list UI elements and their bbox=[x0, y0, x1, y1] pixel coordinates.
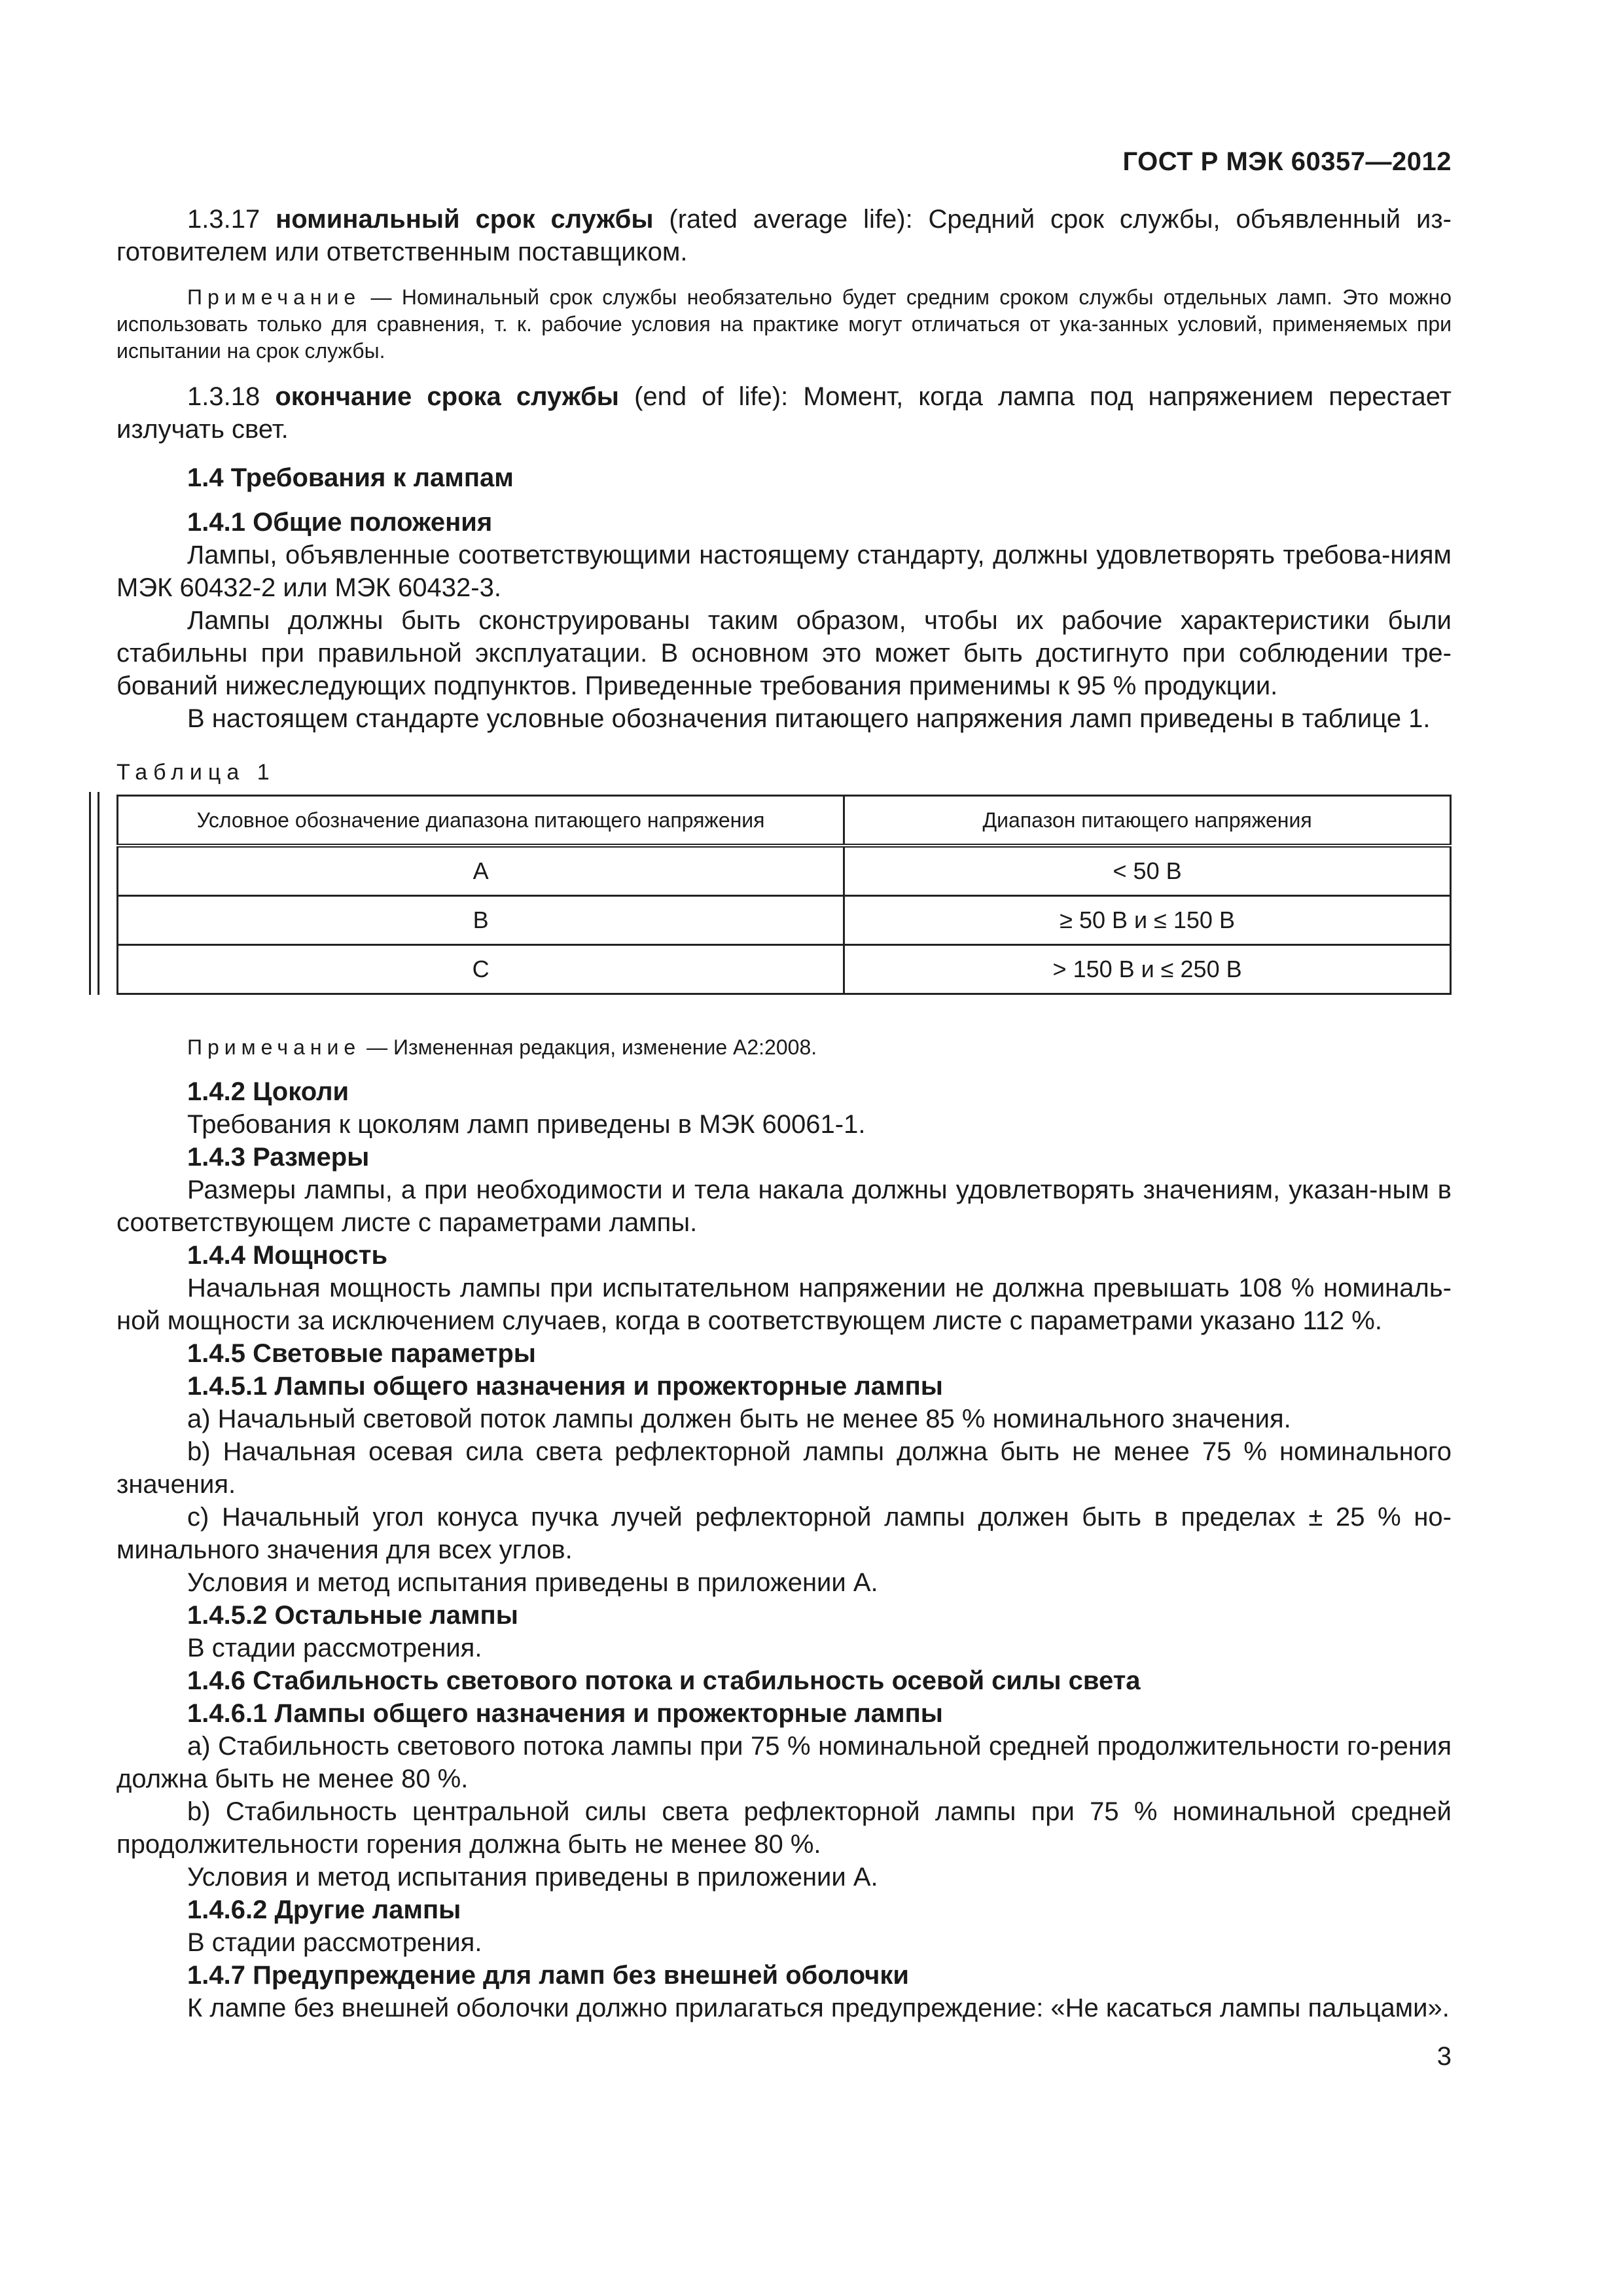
section-heading-1-4-1: 1.4.1 Общие положения bbox=[187, 508, 493, 537]
clause-number: 1.3.17 bbox=[187, 205, 276, 234]
paragraph: Требования к цоколям ламп приведены в МЭК 60061-1. bbox=[187, 1110, 866, 1139]
section-heading-1-4-6-1: 1.4.6.1 Лампы общего назначения и прожекторные лампы bbox=[187, 1699, 943, 1728]
section-heading-1-4-6: 1.4.6 Стабильность светового потока и стабильность осевой силы света bbox=[187, 1666, 1141, 1695]
paragraph: Лампы должны быть сконструированы таким образом, чтобы их рабочие характеристики были стабильны при правильной эксплуатации. В основном это может быть достигнуто при соблюдении тре-бований нижеследующих подпунктов. Приведенные требования применимы к 95 % продукции. bbox=[116, 606, 1452, 700]
table-cell: ≥ 50 В и ≤ 150 В bbox=[844, 896, 1451, 945]
paragraph: Условия и метод испытания приведены в приложении A. bbox=[187, 1568, 878, 1597]
paragraph: В стадии рассмотрения. bbox=[187, 1634, 482, 1662]
paragraph: В настоящем стандарте условные обозначения питающего напряжения ламп приведены в таблице 1. bbox=[187, 704, 1431, 733]
term: номинальный срок службы bbox=[276, 205, 654, 234]
section-heading-1-4-4: 1.4.4 Мощность bbox=[187, 1241, 388, 1270]
note-label: Примечание bbox=[187, 1035, 361, 1059]
revision-bar bbox=[89, 792, 99, 995]
paragraph: Лампы, объявленные соответствующими настоящему стандарту, должны удовлетворять требова-ниям МЭК 60432-2 или МЭК 60432-3. bbox=[116, 541, 1452, 602]
list-item: b) Начальная осевая сила света рефлекторной лампы должна быть не менее 75 % номинального значения. bbox=[116, 1437, 1452, 1499]
table-1 bbox=[116, 795, 1452, 995]
clause-number: 1.3.18 bbox=[187, 382, 276, 411]
table-header-cell: Условное обозначение диапазона питающего напряжения bbox=[118, 796, 844, 846]
definition: (rated average life): Средний срок службы, объявленный из-готовителем или ответственным поставщиком. bbox=[116, 205, 1452, 266]
table-cell: B bbox=[118, 896, 844, 945]
table-cell: C bbox=[118, 945, 844, 994]
table-cell: > 150 В и ≤ 250 В bbox=[844, 945, 1451, 994]
clause-1-3-18 bbox=[116, 380, 1452, 446]
note-text: — Номинальный срок службы необязательно будет средним сроком службы отдельных ламп. Это можно использовать только для сравнения, т. к. рабочие условия на практике могут отличаться от ука-занных условий, применяемых при испытании на срок службы. bbox=[116, 285, 1452, 363]
standard-code-header: ГОСТ Р МЭК 60357—2012 bbox=[1122, 147, 1452, 176]
list-item: b) Стабильность центральной силы света рефлекторной лампы при 75 % номинальной средней продолжительности горения должна быть не менее 80 %. bbox=[116, 1797, 1452, 1859]
table-caption: Таблица 1 bbox=[116, 760, 276, 785]
term: окончание срока службы bbox=[275, 382, 619, 411]
section-heading-1-4-7: 1.4.7 Предупреждение для ламп без внешней оболочки bbox=[187, 1961, 909, 1990]
note-2 bbox=[116, 1034, 1452, 1061]
paragraph: Размеры лампы, а при необходимости и тела накала должны удовлетворять значениям, указан-ным в соответствующем листе с параметрами лампы. bbox=[116, 1175, 1452, 1237]
section-heading-1-4: 1.4 Требования к лампам bbox=[187, 463, 514, 492]
list-item: c) Начальный угол конуса пучка лучей рефлекторной лампы должен быть в пределах ± 25 % но-минального значения для всех углов. bbox=[116, 1503, 1452, 1564]
section-heading-1-4-5-1: 1.4.5.1 Лампы общего назначения и прожекторные лампы bbox=[187, 1372, 943, 1401]
section-heading-1-4-5: 1.4.5 Световые параметры bbox=[187, 1339, 536, 1368]
note-text: — Измененная редакция, изменение A2:2008. bbox=[361, 1035, 817, 1059]
table-row bbox=[118, 896, 1451, 945]
section-heading-1-4-5-2: 1.4.5.2 Остальные лампы bbox=[187, 1601, 518, 1630]
section-heading-1-4-6-2: 1.4.6.2 Другие лампы bbox=[187, 1895, 461, 1924]
page-number: 3 bbox=[1436, 2042, 1452, 2071]
document-body bbox=[116, 203, 1452, 2024]
table-row bbox=[118, 846, 1451, 896]
list-item: a) Стабильность светового потока лампы при 75 % номинальной средней продолжительности го-рения должна быть не менее 80 %. bbox=[116, 1732, 1452, 1793]
table-cell: A bbox=[118, 846, 844, 896]
clause-1-3-17 bbox=[116, 203, 1452, 268]
paragraph: К лампе без внешней оболочки должно прилагаться предупреждение: «Не касаться лампы пальцами». bbox=[187, 1994, 1450, 2022]
paragraph: В стадии рассмотрения. bbox=[187, 1928, 482, 1957]
section-heading-1-4-3: 1.4.3 Размеры bbox=[187, 1143, 370, 1172]
table-header-cell: Диапазон питающего напряжения bbox=[844, 796, 1451, 846]
table-cell: < 50 В bbox=[844, 846, 1451, 896]
section-heading-1-4-2: 1.4.2 Цоколи bbox=[187, 1077, 349, 1106]
paragraph: Начальная мощность лампы при испытательном напряжении не должна превышать 108 % номиналь-ной мощности за исключением случаев, когда в соответствующем листе с параметрами указано 112 %. bbox=[116, 1274, 1452, 1335]
paragraph: Условия и метод испытания приведены в приложении A. bbox=[187, 1863, 878, 1892]
note-label: Примечание bbox=[187, 285, 361, 309]
note-1 bbox=[116, 284, 1452, 365]
table-row bbox=[118, 945, 1451, 994]
table-header-row bbox=[118, 796, 1451, 846]
list-item: a) Начальный световой поток лампы должен быть не менее 85 % номинального значения. bbox=[187, 1405, 1291, 1433]
definition: (end of life): Момент, когда лампа под напряжением перестает излучать свет. bbox=[116, 382, 1452, 444]
